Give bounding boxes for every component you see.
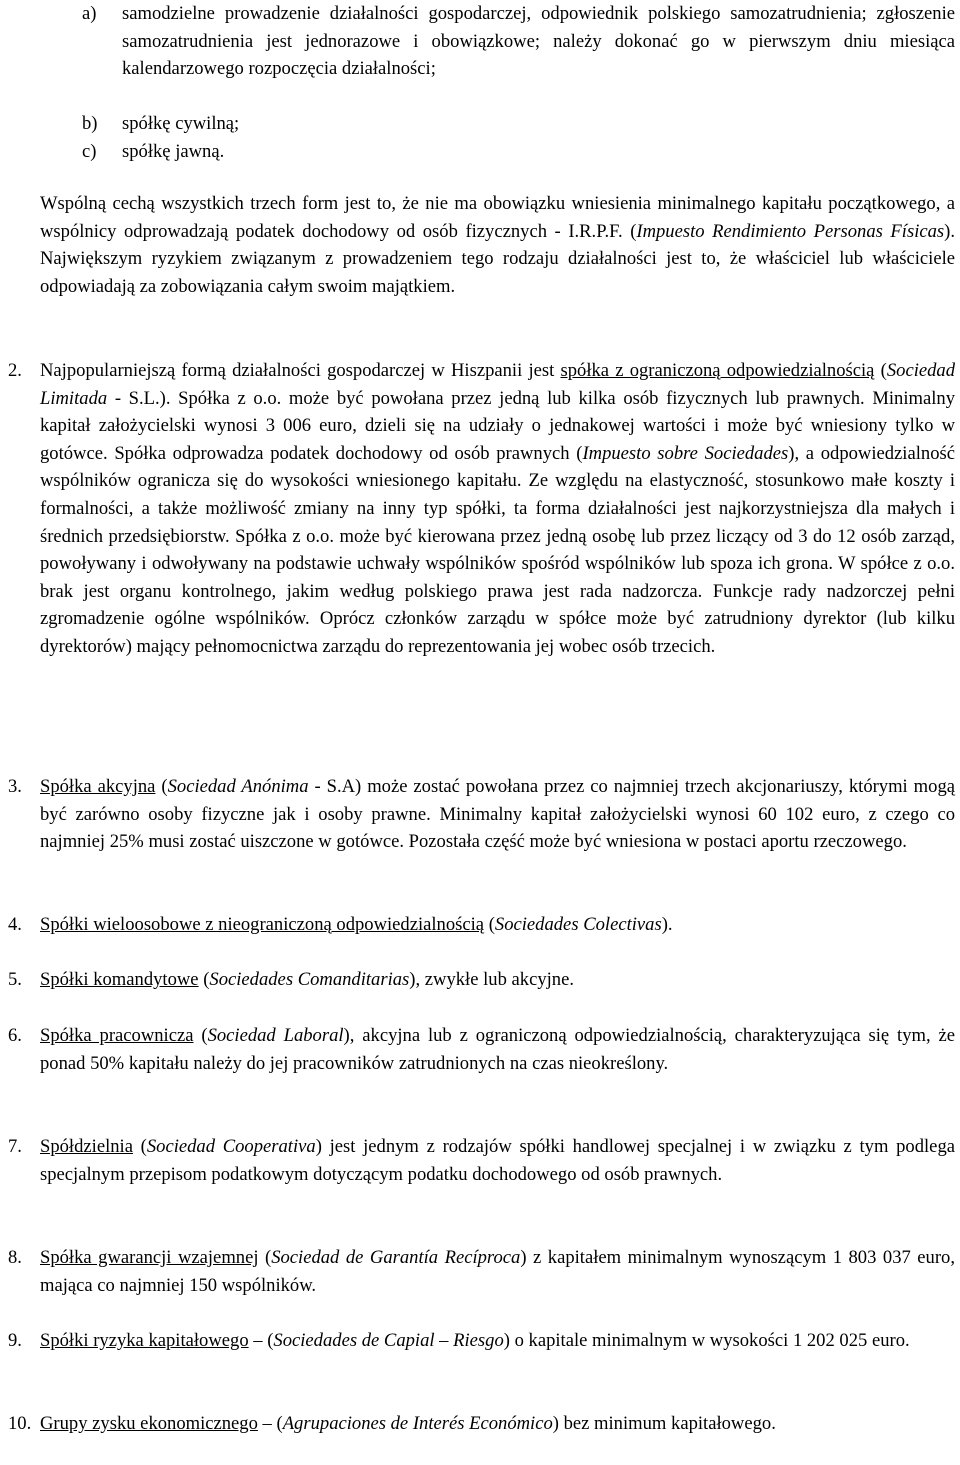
item-name: Spółdzielnia bbox=[40, 1136, 133, 1157]
item-paragraph bbox=[40, 1410, 955, 1438]
item-post: ) bez minimum kapitałowego. bbox=[552, 1413, 776, 1434]
item-name: Spółka akcyjna bbox=[40, 776, 156, 797]
item-mid: – ( bbox=[257, 1413, 283, 1434]
item-name: Spółki wieloosobowe z nieograniczoną odpowiedzialnością bbox=[40, 914, 485, 935]
sub-item-b-label: b) bbox=[82, 113, 98, 134]
item-mid: ( bbox=[198, 969, 210, 990]
item-paragraph bbox=[40, 1133, 955, 1188]
item-paragraph bbox=[40, 1244, 955, 1299]
item-post: ). bbox=[661, 914, 673, 935]
item-mid: ( bbox=[132, 1136, 147, 1157]
item-mid: ( bbox=[874, 360, 887, 381]
item-name: spółka z ograniczoną odpowiedzialnością bbox=[560, 360, 875, 381]
sub-item-c-label: c) bbox=[82, 141, 97, 162]
item-spanish: Sociedades Colectivas bbox=[494, 914, 662, 935]
item-post: ) z kapitałem minimalnym wynoszącym 1 803 037 euro, mająca co najmniej 150 wspólników. bbox=[40, 1247, 955, 1296]
item-name: Spółki ryzyka kapitałowego bbox=[40, 1330, 249, 1351]
item-number: 6. bbox=[8, 1025, 22, 1046]
item-post: - S.L.). Spółka z o.o. może być powołana przez jedną lub kilka osób fizycznych lub prawnych. Minimalny kapitał założycielski wynosi 3 006 euro, dzieli się na udziały o jednakowej wartości i może być wniesiony tylko w gotówce. Spółka odprowadza podatek dochodowy od osób prawnych ( bbox=[40, 387, 955, 464]
item-number: 7. bbox=[8, 1136, 22, 1157]
item-spanish: Agrupaciones de Interés Económico bbox=[282, 1413, 553, 1434]
item-name: Spółka pracownicza bbox=[40, 1025, 194, 1046]
item-paragraph bbox=[40, 773, 955, 856]
item-spanish: Sociedad Cooperativa bbox=[146, 1136, 316, 1157]
sub-item-a-label: a) bbox=[82, 3, 97, 24]
item-paragraph bbox=[40, 357, 955, 661]
item-mid: ( bbox=[258, 1247, 272, 1268]
item-paragraph bbox=[40, 966, 955, 994]
item-spanish: Sociedad Limitada bbox=[40, 360, 955, 409]
item-post: ), zwykłe lub akcyjne. bbox=[409, 969, 574, 990]
item-spanish-2: Impuesto sobre Sociedades bbox=[582, 442, 789, 464]
common-text-2: ). Największym ryzykiem związanym z prowadzeniem tego rodzaju działalności jest to, że właściciel lub właściciele odpowiadają za zobowiązania całym swoim majątkiem. bbox=[40, 220, 955, 297]
item-number: 5. bbox=[8, 969, 22, 990]
sub-item-c-text: spółkę jawną. bbox=[122, 141, 225, 162]
item-number: 3. bbox=[8, 776, 22, 797]
item-number: 2. bbox=[8, 360, 22, 381]
item-spanish: Sociedad de Garantía Recíproca bbox=[271, 1247, 521, 1268]
item-name: Grupy zysku ekonomicznego bbox=[40, 1413, 258, 1434]
item-spanish: Sociedades Comanditarias bbox=[209, 969, 410, 990]
item-name: Spółki komandytowe bbox=[40, 969, 199, 990]
item-pre: Najpopularniejszą formą działalności gospodarczej w Hiszpanii jest bbox=[40, 360, 561, 381]
common-italic-term: Impuesto Rendimiento Personas Físicas bbox=[636, 220, 945, 242]
item-mid: ( bbox=[193, 1025, 208, 1046]
sub-item-b-text: spółkę cywilną; bbox=[122, 113, 240, 134]
item-spanish: Sociedades de Capial – Riesgo bbox=[273, 1330, 504, 1351]
item-spanish: Sociedad Anónima bbox=[167, 776, 309, 797]
item-paragraph bbox=[40, 1022, 955, 1077]
item-mid: ( bbox=[484, 914, 495, 935]
item-number: 10. bbox=[8, 1413, 32, 1434]
common-features-paragraph bbox=[40, 190, 955, 300]
sub-item-a-text: samodzielne prowadzenie działalności gospodarczej, odpowiednik polskiego samozatrudnienia; zgłoszenie samozatrudnienia jest jednorazowe i obowiązkowe; należy dokonać go w pierwszym dniu miesiąca kalendarzowego rozpoczęcia działalności; bbox=[122, 3, 955, 80]
item-paragraph bbox=[40, 911, 955, 939]
item-post-2: ), a odpowiedzialność wspólników ogranicza się do wysokości wniesionego kapitału. Ze względu na elastyczność, stosunkowo małe koszty i formalności, a także możliwość zmiany na inny typ spółki, ta forma działalności jest najkorzystniejsza dla małych i średnich przedsiębiorstw. Spółka z o.o. może być kierowana przez jedną osobę lub przez liczący od 3 do 12 osób zarząd, powoływany i odwoływany na podstawie uchwały wspólników spośród wspólników lub spoza ich grona. W spółce z o.o. brak jest organu kontrolnego, jakim według polskiego prawa jest rada nadzorcza. Funkcje rady nadzorczej pełni zgromadzenie ogólne wspólników. Oprócz członków zarządu w spółce może być zatrudniony dyrektor (lub kilku dyrektorów) mający pełnomocnictwa zarządu do reprezentowania jej wobec osób trzecich. bbox=[40, 442, 955, 657]
item-number: 9. bbox=[8, 1330, 22, 1351]
item-paragraph bbox=[40, 1327, 955, 1355]
item-post: ) o kapitale minimalnym w wysokości 1 202 025 euro. bbox=[503, 1330, 910, 1351]
item-number: 4. bbox=[8, 914, 22, 935]
item-mid: – ( bbox=[248, 1330, 274, 1351]
item-spanish: Sociedad Laboral bbox=[207, 1025, 344, 1046]
item-number: 8. bbox=[8, 1247, 22, 1268]
item-mid: ( bbox=[155, 776, 168, 797]
item-post: - S.A) może zostać powołana przez co najmniej trzech akcjonariuszy, którymi mogą być zarówno osoby fizyczne jak i osoby prawne. Minimalny kapitał założycielski wynosi 60 102 euro, z czego co najmniej 25% musi zostać uiszczone w gotówce. Pozostała część może być wniesiona w postaci aportu rzeczowego. bbox=[40, 776, 955, 853]
common-text-1: Wspólną cechą wszystkich trzech form jest to, że nie ma obowiązku wniesienia minimalnego kapitału początkowego, a wspólnicy odprowadzają podatek dochodowy od osób fizycznych - I.R.P.F. ( bbox=[40, 193, 955, 242]
item-post: ), akcyjna lub z ograniczoną odpowiedzialnością, charakteryzująca się tym, że ponad 50% kapitału należy do jej pracowników zatrudnionych na czas nieokreślony. bbox=[40, 1025, 955, 1074]
item-name: Spółka gwarancji wzajemnej bbox=[40, 1247, 259, 1268]
item-post: ) jest jednym z rodzajów spółki handlowej specjalnej i w związku z tym podlega specjalnym przepisom podatkowym dotyczącym podatku dochodowego od osób prawnych. bbox=[40, 1136, 955, 1185]
